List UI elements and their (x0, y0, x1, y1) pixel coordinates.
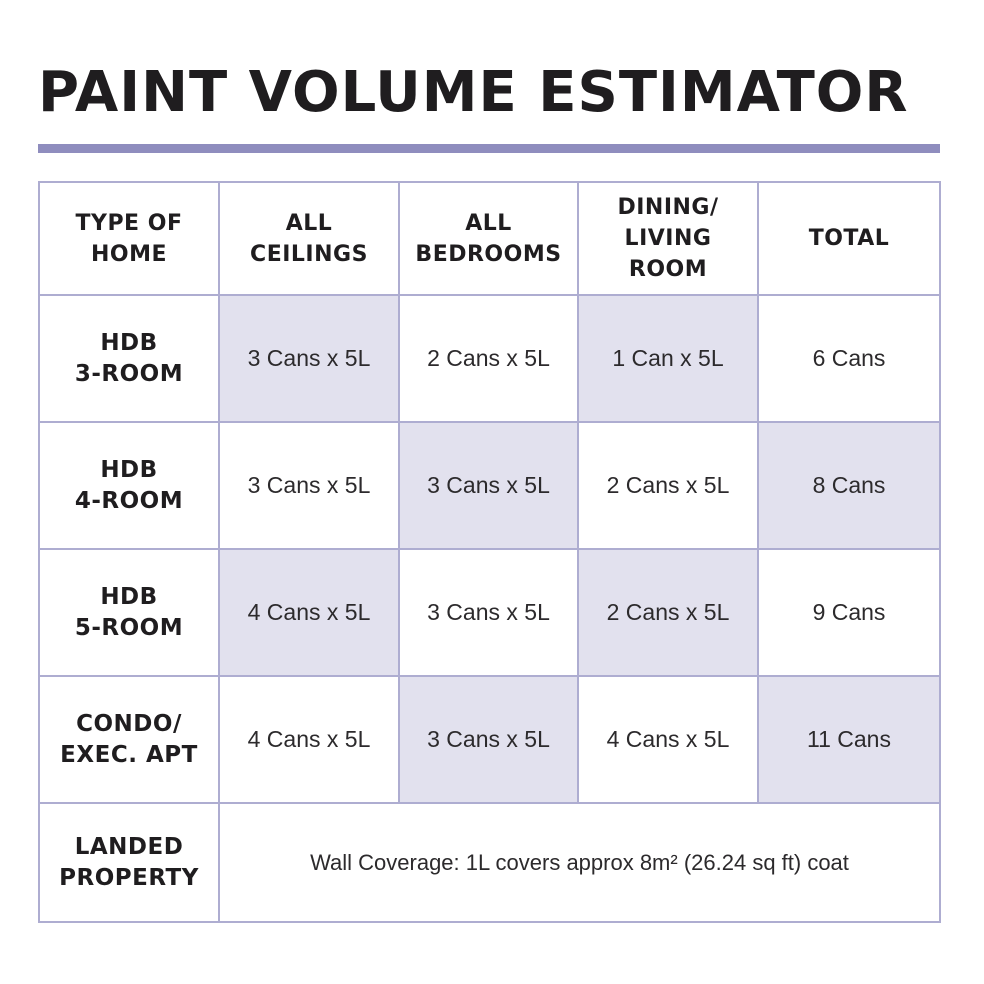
row-home-line: PROPERTY (59, 864, 199, 891)
cell-bedrooms: 3 Cans x 5L (399, 422, 578, 549)
row-home-type (39, 422, 219, 549)
row-home-line: EXEC. APT (60, 741, 198, 768)
cell-ceilings: 3 Cans x 5L (219, 295, 399, 422)
header-line: HOME (90, 241, 168, 267)
row-home-line: HDB (100, 583, 158, 610)
cell-total: 8 Cans (758, 422, 940, 549)
cell-ceilings: 3 Cans x 5L (219, 422, 399, 549)
table-row-landed (39, 803, 940, 922)
row-home-type (39, 549, 219, 676)
cell-bedrooms: 3 Cans x 5L (399, 676, 578, 803)
wall-coverage-note: Wall Coverage: 1L covers approx 8m² (26.24 sq ft) coat (219, 803, 940, 922)
header-line: ALL (285, 210, 333, 236)
row-home-type (39, 803, 219, 922)
header-line: TOTAL (808, 226, 890, 251)
row-home-line: HDB (100, 456, 158, 483)
header-line: BEDROOMS (415, 241, 562, 267)
table-row (39, 422, 940, 549)
cell-ceilings: 4 Cans x 5L (219, 549, 399, 676)
header-line: CEILINGS (250, 241, 368, 267)
row-home-line: HDB (100, 329, 158, 356)
table-row (39, 676, 940, 803)
header-line: DINING/ (617, 195, 719, 220)
header-dining-living-room (578, 182, 758, 295)
cell-dining-living: 2 Cans x 5L (578, 422, 758, 549)
cell-bedrooms: 3 Cans x 5L (399, 549, 578, 676)
header-row (39, 182, 940, 295)
row-home-line: 5-ROOM (74, 614, 184, 641)
cell-dining-living: 1 Can x 5L (578, 295, 758, 422)
cell-ceilings: 4 Cans x 5L (219, 676, 399, 803)
row-home-line: 3-ROOM (74, 360, 184, 387)
cell-bedrooms: 2 Cans x 5L (399, 295, 578, 422)
paint-estimator-table (38, 181, 941, 923)
row-home-type (39, 295, 219, 422)
page-title: PAINT VOLUME ESTIMATOR (38, 60, 909, 125)
row-home-type (39, 676, 219, 803)
table-row (39, 295, 940, 422)
cell-dining-living: 4 Cans x 5L (578, 676, 758, 803)
cell-dining-living: 2 Cans x 5L (578, 549, 758, 676)
header-line: ROOM (628, 257, 708, 282)
row-home-line: LANDED (74, 833, 184, 860)
row-home-line: 4-ROOM (74, 487, 184, 514)
title-divider (38, 144, 940, 153)
header-all-bedrooms (399, 182, 578, 295)
header-line: TYPE OF (75, 210, 183, 236)
cell-total: 11 Cans (758, 676, 940, 803)
table-row (39, 549, 940, 676)
header-total (758, 182, 940, 295)
cell-total: 6 Cans (758, 295, 940, 422)
header-line: LIVING (624, 226, 712, 251)
row-home-line: CONDO/ (76, 710, 182, 737)
header-all-ceilings (219, 182, 399, 295)
header-type-of-home (39, 182, 219, 295)
cell-total: 9 Cans (758, 549, 940, 676)
header-line: ALL (465, 210, 512, 236)
